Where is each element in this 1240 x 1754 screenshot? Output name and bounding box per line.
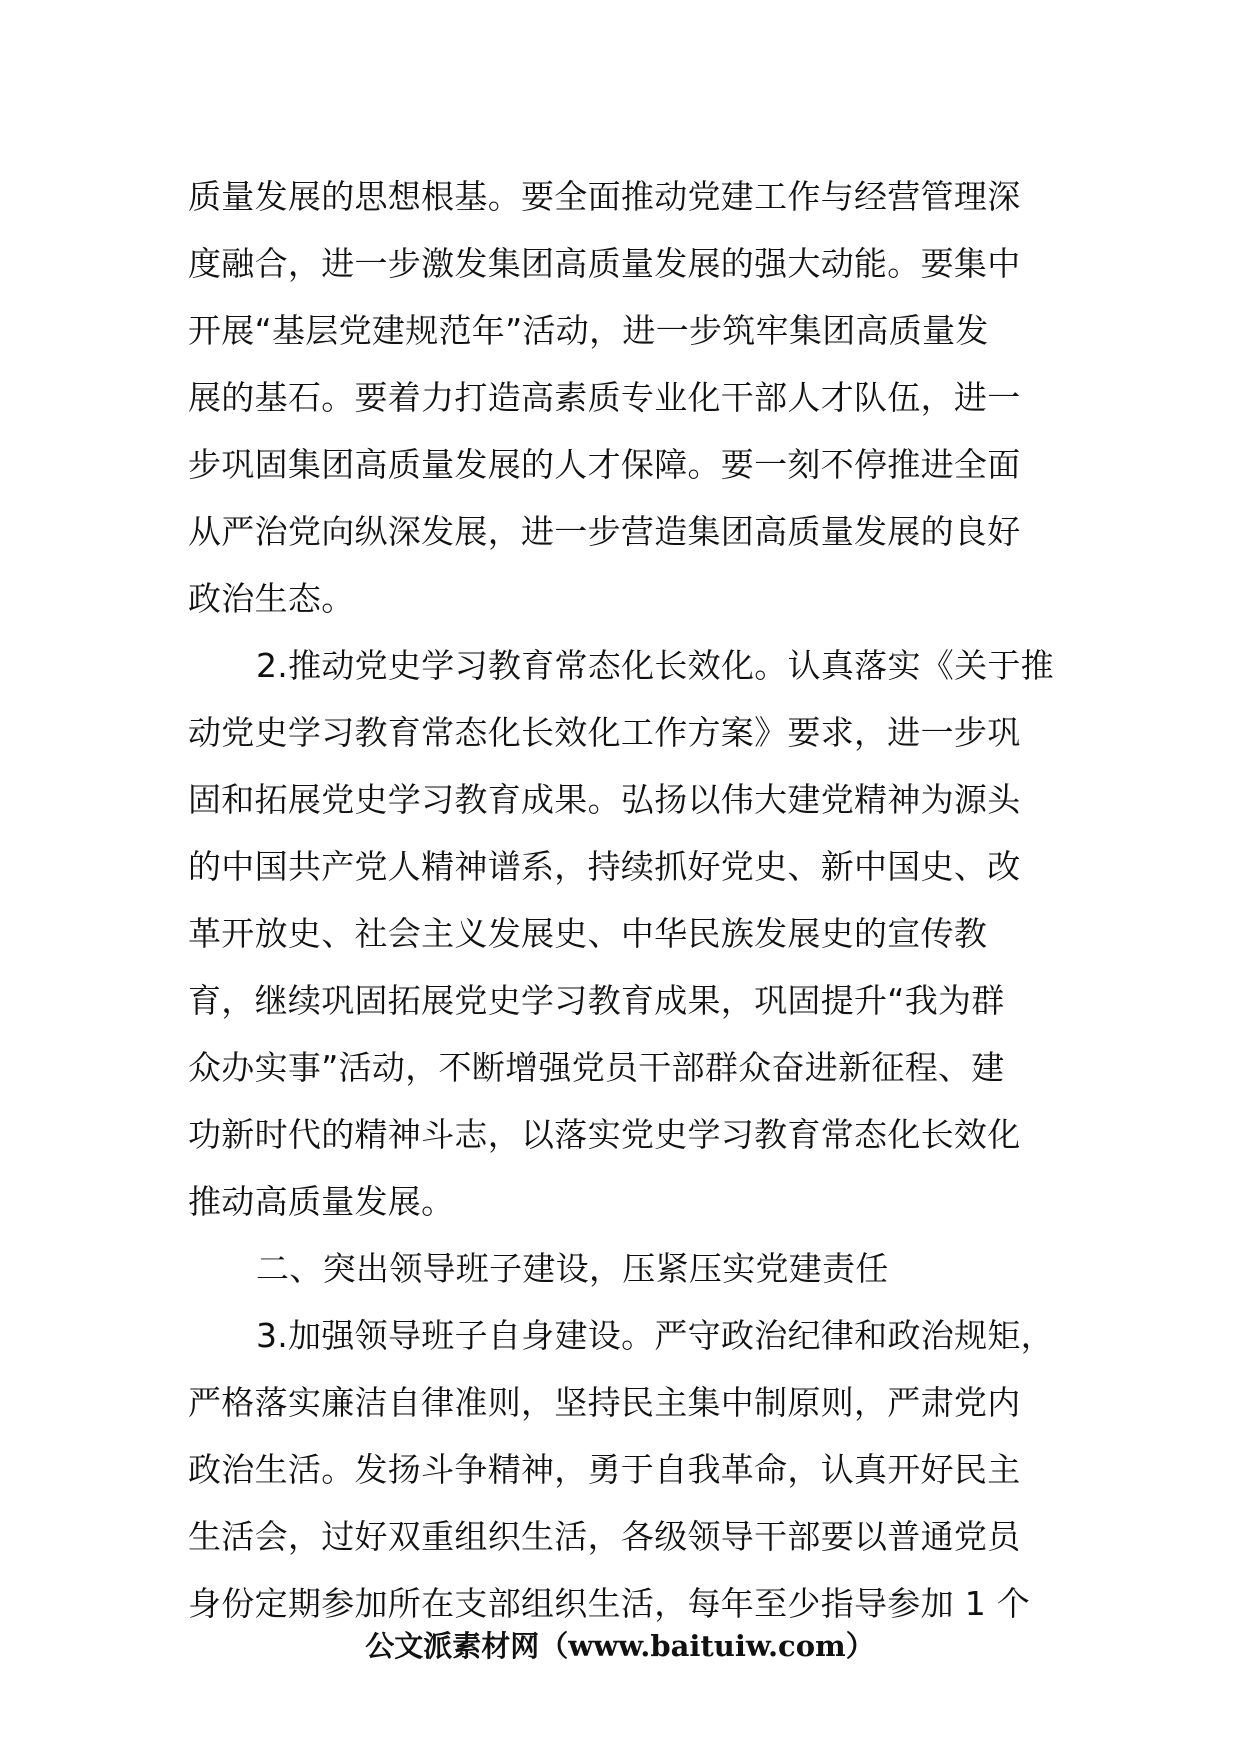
footer-watermark: 公文派素材网（www.baituiw.com） — [365, 1629, 875, 1663]
text-line: 从严治党向纵深发展，进一步营造集团高质量发展的良好 — [188, 512, 1021, 551]
text-line: 政治生活。发扬斗争精神，勇于自我革命，认真开好民主 — [188, 1450, 1021, 1489]
paragraph-3-first-line: 3.加强领导班子自身建设。严守政治纪律和政治规矩， — [256, 1316, 1054, 1355]
text-line: 开展“基层党建规范年”活动，进一步筑牢集团高质量发 — [188, 311, 989, 350]
text-line: 生活会，过好双重组织生活，各级领导干部要以普通党员 — [188, 1517, 1021, 1556]
text-line: 度融合，进一步激发集团高质量发展的强大动能。要集中 — [188, 244, 1021, 283]
text-line: 的中国共产党人精神谱系，持续抓好党史、新中国史、改 — [188, 847, 1021, 886]
text-line: 育，继续巩固拓展党史学习教育成果，巩固提升“我为群 — [188, 981, 1005, 1020]
text-line: 步巩固集团高质量发展的人才保障。要一刻不停推进全面 — [188, 445, 1021, 484]
text-line: 功新时代的精神斗志，以落实党史学习教育常态化长效化 — [188, 1115, 1021, 1154]
text-line: 质量发展的思想根基。要全面推动党建工作与经营管理深 — [188, 177, 1021, 216]
text-line: 革开放史、社会主义发展史、中华民族发展史的宣传教 — [188, 914, 988, 953]
text-line: 动党史学习教育常态化长效化工作方案》要求，进一步巩 — [188, 713, 1021, 752]
text-line: 展的基石。要着力打造高素质专业化干部人才队伍，进一 — [188, 378, 1021, 417]
text-line: 身份定期参加所在支部组织生活，每年至少指导参加 1 个 — [188, 1584, 1031, 1623]
paragraph-2-first-line: 2.推动党史学习教育常态化长效化。认真落实《关于推 — [256, 646, 1054, 685]
document-body — [188, 163, 1058, 1637]
text-line: 政治生态。 — [188, 579, 355, 618]
text-line: 推动高质量发展。 — [188, 1182, 455, 1221]
text-line: 固和拓展党史学习教育成果。弘扬以伟大建党精神为源头 — [188, 780, 1021, 819]
text-line: 众办实事”活动，不断增强党员干部群众奋进新征程、建 — [188, 1048, 1005, 1087]
text-line: 严格落实廉洁自律准则，坚持民主集中制原则，严肃党内 — [188, 1383, 1021, 1422]
section-heading: 二、突出领导班子建设，压紧压实党建责任 — [256, 1249, 889, 1288]
